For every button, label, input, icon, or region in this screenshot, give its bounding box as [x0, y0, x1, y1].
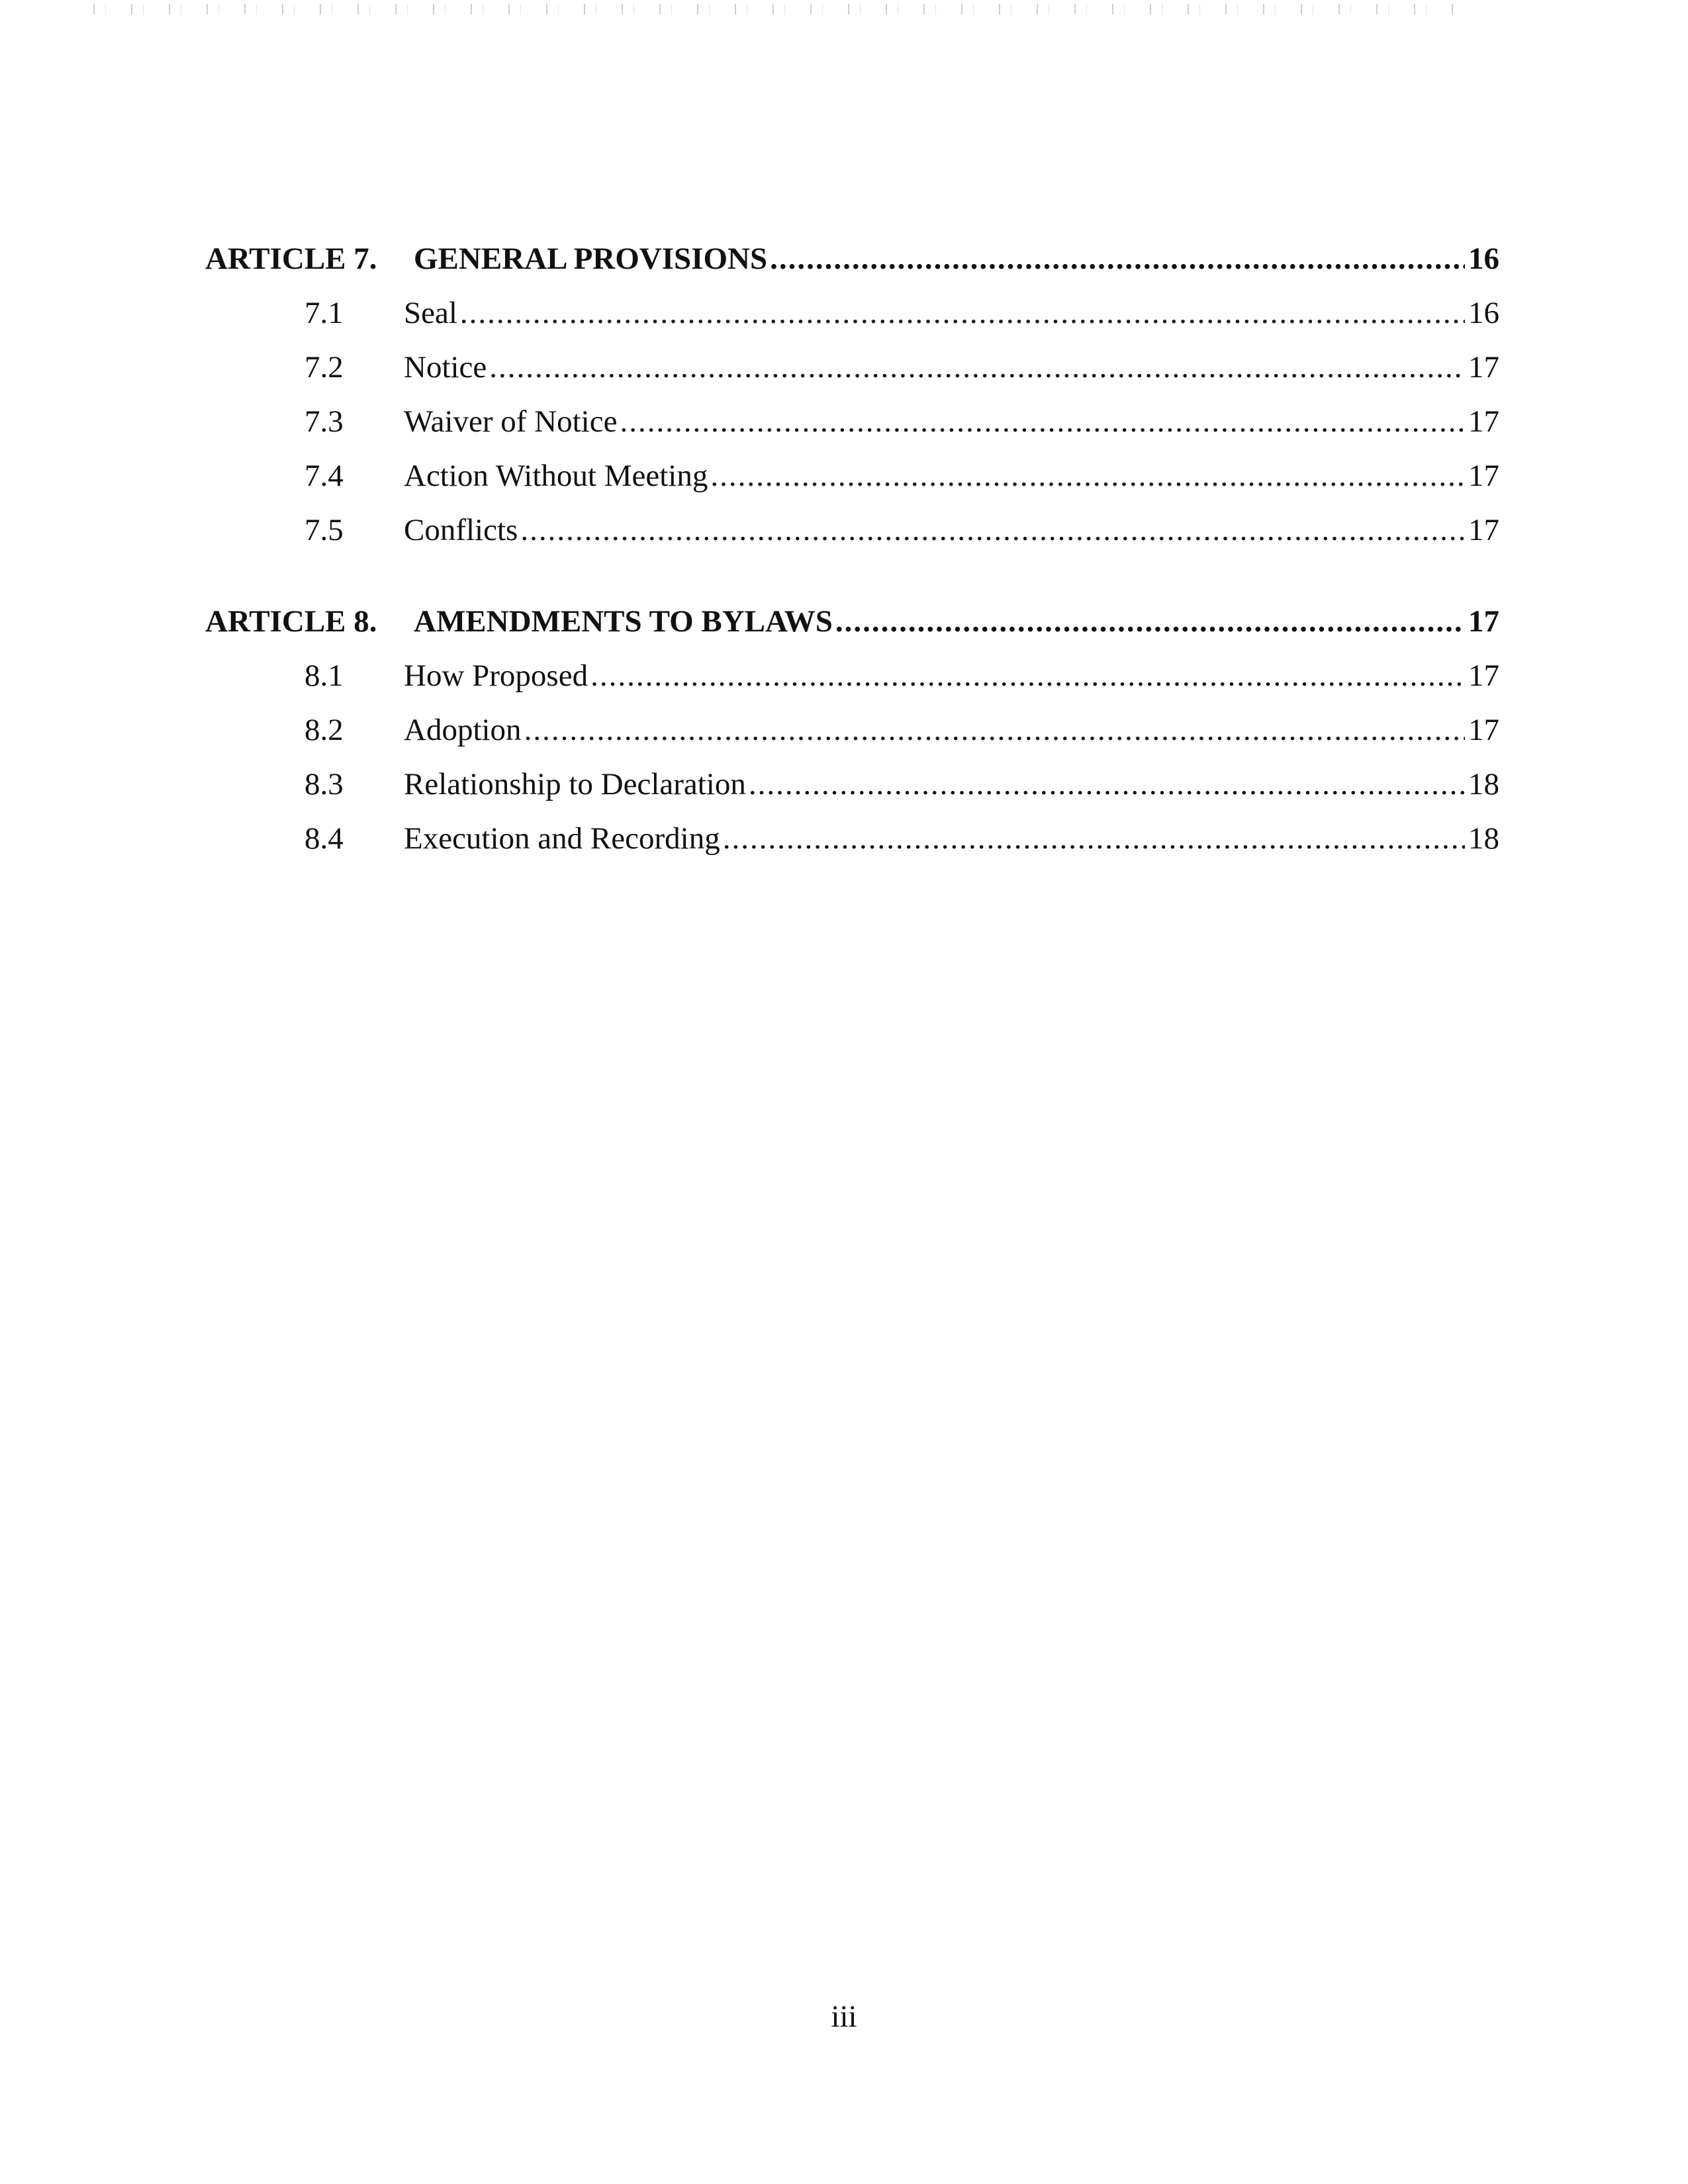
page-footer-number: iii [831, 1999, 857, 2034]
section-number: 8.3 [305, 767, 344, 801]
toc-section-entry[interactable] [205, 394, 1499, 449]
section-title: Relationship to Declaration [404, 767, 746, 801]
toc-article-8 [205, 594, 1499, 866]
toc-section-entry[interactable] [205, 503, 1499, 557]
section-title: Waiver of Notice [404, 404, 618, 439]
section-page-number: 17 [1468, 659, 1499, 693]
section-number: 8.4 [305, 821, 344, 856]
toc-section-entry[interactable] [205, 286, 1499, 340]
toc-section-entry[interactable] [205, 811, 1499, 866]
article-number: ARTICLE 7. [205, 242, 377, 276]
table-of-contents [205, 232, 1499, 903]
toc-section-entry[interactable] [205, 340, 1499, 394]
toc-article-7 [205, 232, 1499, 557]
section-page-number: 18 [1468, 821, 1499, 856]
dot-leader [835, 594, 1465, 649]
toc-section-entry[interactable] [205, 649, 1499, 703]
dot-leader [620, 394, 1465, 449]
section-title: Notice [404, 350, 487, 385]
dot-leader [770, 232, 1465, 286]
section-title: Execution and Recording [404, 821, 720, 856]
section-number: 7.2 [305, 350, 344, 385]
section-page-number: 17 [1468, 513, 1499, 547]
toc-section-entry[interactable] [205, 703, 1499, 757]
section-title: Seal [404, 296, 457, 330]
section-title: How Proposed [404, 659, 588, 693]
section-page-number: 17 [1468, 404, 1499, 439]
article-page-number: 17 [1468, 604, 1499, 639]
section-page-number: 16 [1468, 296, 1499, 330]
section-page-number: 17 [1468, 713, 1499, 747]
section-title: Conflicts [404, 513, 518, 547]
toc-article-heading[interactable] [205, 232, 1499, 286]
dot-leader [749, 757, 1465, 811]
section-number: 7.5 [305, 513, 344, 547]
dot-leader [590, 649, 1465, 703]
dot-leader [520, 503, 1465, 557]
section-number: 8.2 [305, 713, 344, 747]
section-title: Adoption [404, 713, 522, 747]
article-number: ARTICLE 8. [205, 604, 377, 639]
section-page-number: 17 [1468, 350, 1499, 385]
article-title: GENERAL PROVISIONS [414, 242, 768, 276]
article-title: AMENDMENTS TO BYLAWS [414, 604, 833, 639]
dot-leader [460, 286, 1465, 340]
scan-artifact-strip [86, 4, 1463, 15]
toc-section-entry[interactable] [205, 449, 1499, 503]
section-title: Action Without Meeting [404, 459, 708, 493]
section-number: 7.3 [305, 404, 344, 439]
section-page-number: 18 [1468, 767, 1499, 801]
dot-leader [524, 703, 1465, 757]
dot-leader [723, 811, 1465, 866]
dot-leader [489, 340, 1465, 394]
dot-leader [710, 449, 1465, 503]
section-number: 7.4 [305, 459, 344, 493]
toc-section-entry[interactable] [205, 757, 1499, 811]
section-page-number: 17 [1468, 459, 1499, 493]
article-page-number: 16 [1468, 242, 1499, 276]
toc-article-heading[interactable] [205, 594, 1499, 649]
section-number: 8.1 [305, 659, 344, 693]
section-number: 7.1 [305, 296, 344, 330]
